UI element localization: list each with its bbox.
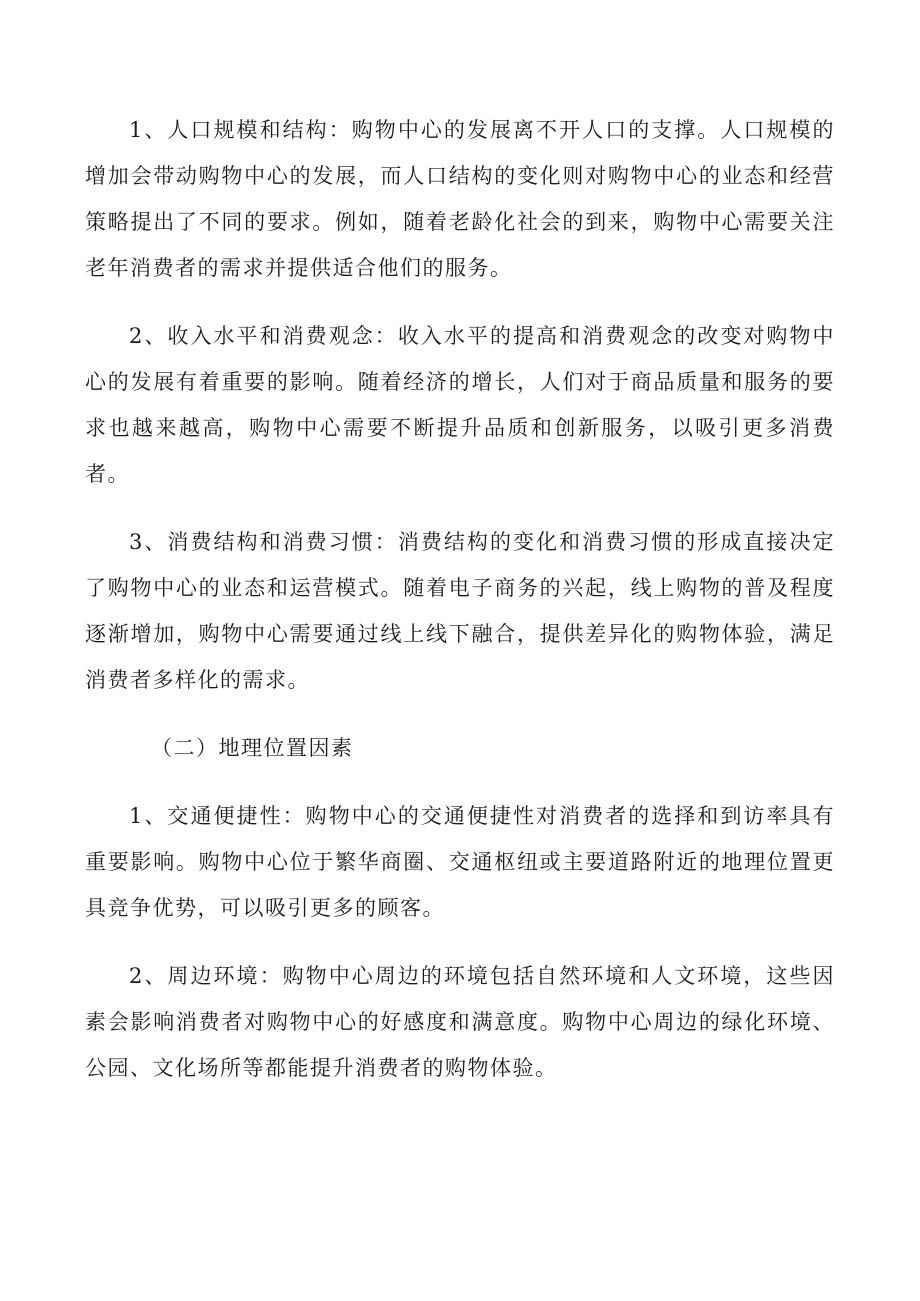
paragraph-consumption: 3、消费结构和消费习惯：消费结构的变化和消费习惯的形成直接决定了购物中心的业态和运营模式。随着电子商务的兴起，线上购物的普及程度逐渐增加，购物中心需要通过线上线下融合，提供差异化的购物体验，满足消费者多样化的需求。 — [85, 530, 835, 692]
section-heading: （二）地理位置因素 — [151, 736, 354, 760]
paragraph-environment: 2、周边环境：购物中心周边的环境包括自然环境和人文环境，这些因素会影响消费者对购物中心的好感度和满意度。购物中心周边的绿化环境、公园、文化场所等都能提升消费者的购物体验。 — [85, 964, 835, 1080]
document-body — [85, 107, 835, 1113]
paragraph-population: 1、人口规模和结构：购物中心的发展离不开人口的支撑。人口规模的增加会带动购物中心的发展，而人口结构的变化则对购物中心的业态和经营策略提出了不同的要求。例如，随着老龄化社会的到来，购物中心需要关注老年消费者的需求并提供适合他们的服务。 — [85, 118, 835, 280]
paragraph-transport: 1、交通便捷性：购物中心的交通便捷性对消费者的选择和到访率具有重要影响。购物中心位于繁华商圈、交通枢纽或主要道路附近的地理位置更具竞争优势，可以吸引更多的顾客。 — [85, 804, 835, 920]
paragraph-income: 2、收入水平和消费观念：收入水平的提高和消费观念的改变对购物中心的发展有着重要的影响。随着经济的增长，人们对于商品质量和服务的要求也越来越高，购物中心需要不断提升品质和创新服务，以吸引更多消费者。 — [85, 324, 835, 486]
